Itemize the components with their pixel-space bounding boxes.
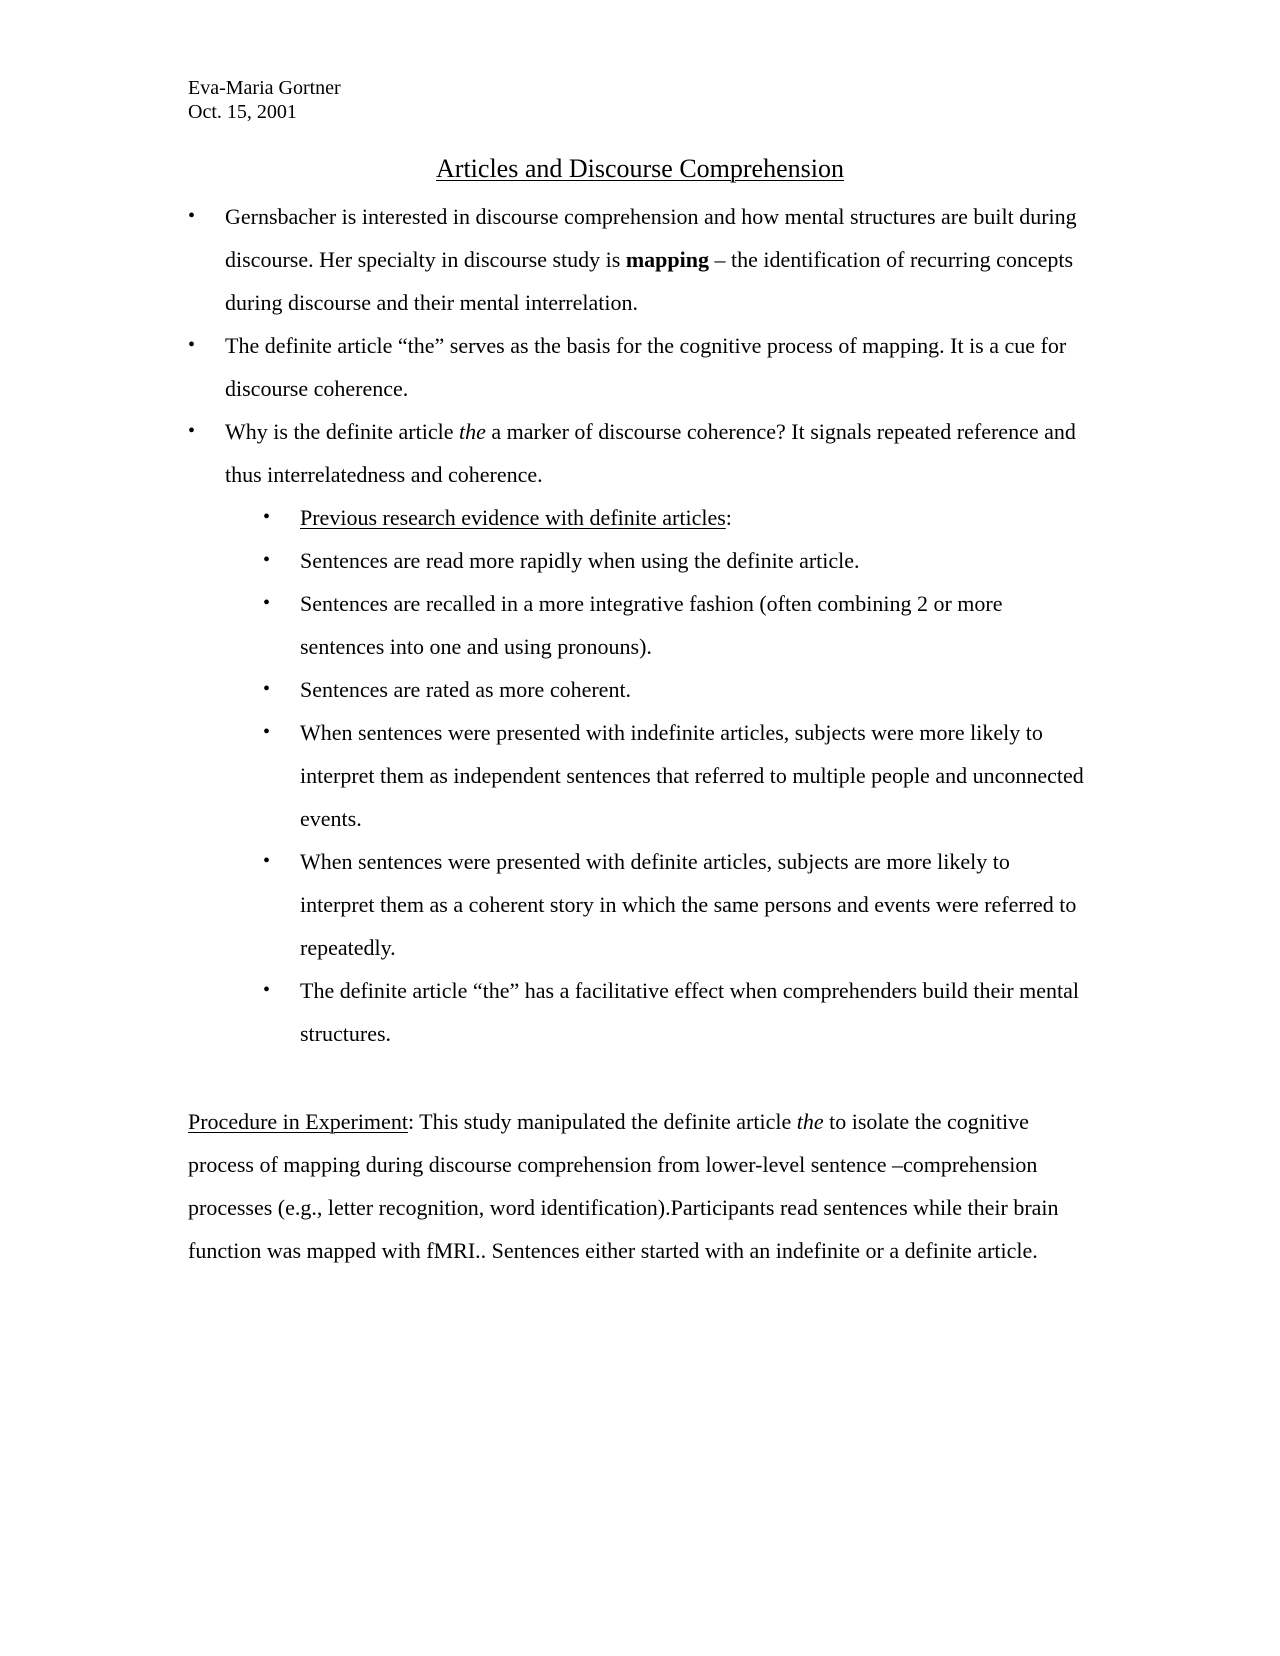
bullet-item-mapping	[188, 195, 1088, 324]
evidence-text: When sentences were presented with indefinite articles, subjects were more likely to interpret them as independent sentences that referred to multiple people and unconnected events.	[300, 720, 1084, 831]
evidence-text: Sentences are rated as more coherent.	[300, 677, 632, 702]
bullet-icon: •	[263, 506, 271, 528]
italic-term: the	[796, 1109, 824, 1134]
author-name: Eva-Maria Gortner	[188, 77, 341, 99]
bullet-item-definite-article	[188, 324, 1088, 410]
evidence-heading: Previous research evidence with definite articles	[300, 505, 726, 530]
bullet-icon: •	[188, 205, 196, 227]
bullet-icon: •	[263, 850, 271, 872]
document-header	[188, 76, 341, 124]
procedure-paragraph	[188, 1100, 1088, 1272]
bullet-text: Gernsbacher is interested in discourse comprehension and how mental structures are built during discourse. Her specialty in discourse study is	[225, 204, 1077, 272]
evidence-item	[263, 840, 1088, 969]
bullet-icon: •	[188, 420, 196, 442]
bullet-text: a marker of discourse coherence? It signals repeated reference and thus interrelatedness and coherence.	[225, 419, 1076, 487]
bullet-icon: •	[263, 592, 271, 614]
evidence-heading-item	[263, 496, 1088, 539]
mapping-term: mapping	[625, 247, 709, 272]
bullet-icon: •	[263, 979, 271, 1001]
procedure-text: : This study manipulated the definite article	[407, 1109, 797, 1134]
bullet-item-coherence-marker	[188, 410, 1088, 1055]
main-bullet-list	[188, 195, 1088, 1055]
bullet-icon: •	[263, 721, 271, 743]
evidence-item	[263, 969, 1088, 1055]
bullet-text: – the identification of recurring concepts during discourse and their mental interrelation.	[225, 247, 1074, 315]
document-date: Oct. 15, 2001	[188, 101, 297, 123]
bullet-text: The definite article “the” serves as the basis for the cognitive process of mapping. It is a cue for discourse coherence.	[225, 333, 1067, 401]
evidence-item	[263, 539, 1088, 582]
evidence-item	[263, 711, 1088, 840]
evidence-item	[263, 582, 1088, 668]
document-title-wrap	[0, 152, 1280, 186]
evidence-sub-list	[225, 496, 1088, 1055]
bullet-icon: •	[188, 334, 196, 356]
bullet-icon: •	[263, 678, 271, 700]
evidence-text: Sentences are recalled in a more integrative fashion (often combining 2 or more sentences into one and using pronouns).	[300, 591, 1003, 659]
procedure-text: to isolate the cognitive process of mapping during discourse comprehension from lower-level sentence –comprehension processes (e.g., letter recognition, word identification).Participants read sentences while their brain function was mapped with fMRI.. Sentences either started with an indefinite or a definite article.	[188, 1109, 1059, 1263]
bullet-icon: •	[263, 549, 271, 571]
italic-term: the	[458, 419, 486, 444]
document-title: Articles and Discourse Comprehension	[436, 154, 844, 183]
evidence-text: The definite article “the” has a facilitative effect when comprehenders build their mental structures.	[300, 978, 1080, 1046]
evidence-item	[263, 668, 1088, 711]
heading-colon: :	[725, 505, 732, 530]
evidence-text: When sentences were presented with definite articles, subjects are more likely to interpret them as a coherent story in which the same persons and events were referred to repeatedly.	[300, 849, 1077, 960]
evidence-text: Sentences are read more rapidly when using the definite article.	[300, 548, 860, 573]
procedure-label: Procedure in Experiment	[188, 1109, 408, 1134]
bullet-text: Why is the definite article	[225, 419, 459, 444]
